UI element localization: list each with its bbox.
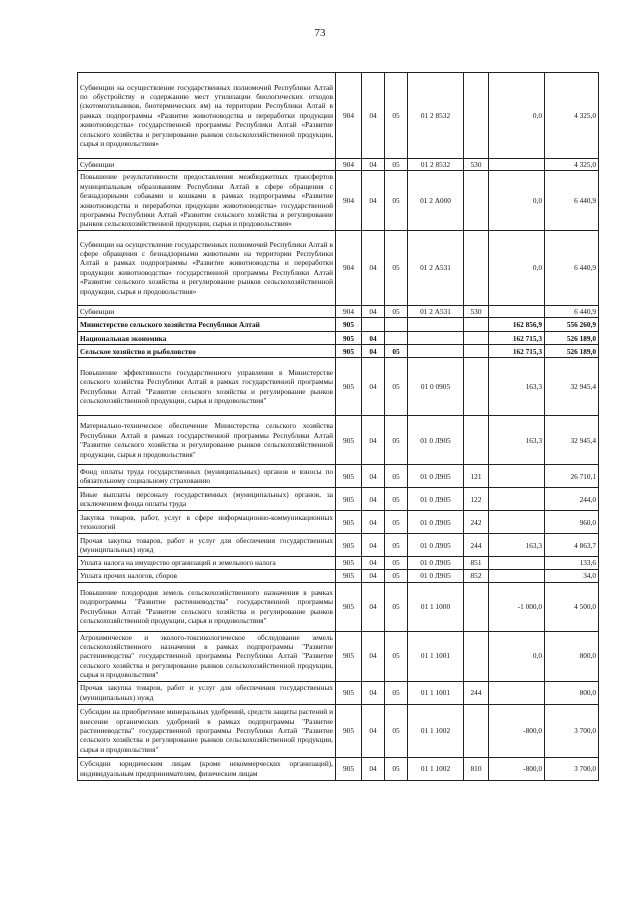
budget-table bbox=[77, 72, 599, 781]
target-article-cell: 01 1 1002 bbox=[408, 757, 464, 780]
subsection-code-cell: 05 bbox=[385, 73, 408, 159]
expense-type-cell bbox=[464, 345, 489, 358]
subsection-code-cell: 05 bbox=[385, 631, 408, 681]
row-name-cell: Фонд оплаты труда государственных (муниципальных) органов и взносы по обязательному социальному страхованию bbox=[78, 465, 336, 488]
grbs-code-cell: 905 bbox=[336, 569, 362, 582]
row-name-cell: Повышение результативности предоставления межбюджетных трансфертов муниципальным образованиям Республики Алтай в сфере обращения с безнадзорными собаками и кошками в рамках подпрограммы «Развитие животноводства и переработки продукции животноводства» государственной программы Республики Алтай «Развитие сельского хозяйства и регулирование рынков сельскохозяйственной продукции, сырья и продовольствия» bbox=[78, 171, 336, 230]
target-article-cell: 01 1 1001 bbox=[408, 681, 464, 704]
subsection-code-cell bbox=[385, 318, 408, 332]
total-amount-cell: 34,0 bbox=[545, 569, 599, 582]
subsection-code-cell: 05 bbox=[385, 230, 408, 305]
target-article-cell: 01 2 8532 bbox=[408, 159, 464, 171]
change-amount-cell bbox=[489, 557, 545, 569]
total-amount-cell: 526 189,0 bbox=[545, 332, 599, 345]
total-amount-cell: 6 440,9 bbox=[545, 230, 599, 305]
grbs-code-cell: 905 bbox=[336, 358, 362, 416]
target-article-cell: 01 1 1002 bbox=[408, 704, 464, 757]
change-amount-cell bbox=[489, 511, 545, 534]
expense-type-cell bbox=[464, 582, 489, 631]
total-amount-cell: 800,0 bbox=[545, 681, 599, 704]
change-amount-cell: -800,0 bbox=[489, 704, 545, 757]
subsection-code-cell: 05 bbox=[385, 488, 408, 511]
grbs-code-cell: 904 bbox=[336, 73, 362, 159]
section-code-cell: 04 bbox=[362, 511, 385, 534]
total-amount-cell: 32 945,4 bbox=[545, 416, 599, 465]
total-amount-cell: 4 500,0 bbox=[545, 582, 599, 631]
total-amount-cell: 32 945,4 bbox=[545, 358, 599, 416]
row-name-cell: Министерство сельского хозяйства Республики Алтай bbox=[78, 318, 336, 332]
section-code-cell: 04 bbox=[362, 681, 385, 704]
section-code-cell: 04 bbox=[362, 631, 385, 681]
subsection-code-cell: 05 bbox=[385, 757, 408, 780]
subsection-code-cell: 05 bbox=[385, 681, 408, 704]
target-article-cell: 01 0 Л905 bbox=[408, 488, 464, 511]
subsection-code-cell: 05 bbox=[385, 171, 408, 230]
budget-table-body bbox=[78, 73, 599, 781]
row-name-cell: Материально-техническое обеспечение Министерства сельского хозяйства Республики Алтай в рамках государственной программы Республики Алтай "Развитие сельского хозяйства и регулирование рынков сельскохозяйственной продукции, сырья и продовольствия" bbox=[78, 416, 336, 465]
table-row bbox=[78, 534, 599, 557]
section-code-cell: 04 bbox=[362, 416, 385, 465]
section-code-cell: 04 bbox=[362, 704, 385, 757]
total-amount-cell: 526 189,0 bbox=[545, 345, 599, 358]
row-name-cell: Сельское хозяйство и рыболовство bbox=[78, 345, 336, 358]
total-amount-cell: 133,6 bbox=[545, 557, 599, 569]
target-article-cell: 01 0 Л905 bbox=[408, 557, 464, 569]
row-name-cell: Закупка товаров, работ, услуг в сфере информационно-коммуникационных технологий bbox=[78, 511, 336, 534]
target-article-cell: 01 0 0905 bbox=[408, 358, 464, 416]
grbs-code-cell: 905 bbox=[336, 704, 362, 757]
table-row bbox=[78, 582, 599, 631]
total-amount-cell: 4 325,0 bbox=[545, 73, 599, 159]
table-row bbox=[78, 465, 599, 488]
section-code-cell: 04 bbox=[362, 305, 385, 317]
change-amount-cell bbox=[489, 681, 545, 704]
grbs-code-cell: 905 bbox=[336, 511, 362, 534]
expense-type-cell: 530 bbox=[464, 159, 489, 171]
row-name-cell: Повышение эффективности государственного управления в Министерстве сельского хозяйства Республики Алтай в рамках государственной программы Республики Алтай "Развитие сельского хозяйства и регулирование рынков сельскохозяйственной продукции, сырья и продовольствия" bbox=[78, 358, 336, 416]
table-row bbox=[78, 757, 599, 780]
grbs-code-cell: 905 bbox=[336, 631, 362, 681]
total-amount-cell: 6 440,9 bbox=[545, 305, 599, 317]
row-name-cell: Субвенции bbox=[78, 305, 336, 317]
grbs-code-cell: 905 bbox=[336, 582, 362, 631]
expense-type-cell bbox=[464, 358, 489, 416]
section-code-cell: 04 bbox=[362, 465, 385, 488]
expense-type-cell: 242 bbox=[464, 511, 489, 534]
grbs-code-cell: 904 bbox=[336, 230, 362, 305]
expense-type-cell bbox=[464, 416, 489, 465]
change-amount-cell: 162 715,3 bbox=[489, 345, 545, 358]
change-amount-cell: -1 000,0 bbox=[489, 582, 545, 631]
grbs-code-cell: 905 bbox=[336, 318, 362, 332]
target-article-cell: 01 2 А531 bbox=[408, 305, 464, 317]
change-amount-cell bbox=[489, 569, 545, 582]
expense-type-cell bbox=[464, 332, 489, 345]
row-name-cell: Субсидии на приобретение минеральных удобрений, средств защиты растений и внесение органических удобрений в рамках подпрограммы "Развитие растениеводства" государственной программы Республики Алтай "Развитие сельского хозяйства и регулирование рынков сельскохозяйственной продукции, сырья и продовольствия" bbox=[78, 704, 336, 757]
grbs-code-cell: 905 bbox=[336, 488, 362, 511]
expense-type-cell bbox=[464, 230, 489, 305]
total-amount-cell: 556 260,9 bbox=[545, 318, 599, 332]
table-row bbox=[78, 416, 599, 465]
subsection-code-cell: 05 bbox=[385, 511, 408, 534]
change-amount-cell: 163,3 bbox=[489, 416, 545, 465]
grbs-code-cell: 905 bbox=[336, 534, 362, 557]
grbs-code-cell: 905 bbox=[336, 681, 362, 704]
total-amount-cell: 4 863,7 bbox=[545, 534, 599, 557]
subsection-code-cell: 05 bbox=[385, 704, 408, 757]
total-amount-cell: 6 440,9 bbox=[545, 171, 599, 230]
subsection-code-cell: 05 bbox=[385, 358, 408, 416]
table-row bbox=[78, 557, 599, 569]
section-code-cell: 04 bbox=[362, 358, 385, 416]
expense-type-cell: 852 bbox=[464, 569, 489, 582]
section-code-cell: 04 bbox=[362, 488, 385, 511]
table-row bbox=[78, 358, 599, 416]
change-amount-cell: -800,0 bbox=[489, 757, 545, 780]
expense-type-cell bbox=[464, 318, 489, 332]
section-code-cell: 04 bbox=[362, 569, 385, 582]
table-row bbox=[78, 631, 599, 681]
subsection-code-cell: 05 bbox=[385, 582, 408, 631]
change-amount-cell: 162 856,9 bbox=[489, 318, 545, 332]
section-code-cell: 04 bbox=[362, 230, 385, 305]
change-amount-cell bbox=[489, 465, 545, 488]
grbs-code-cell: 905 bbox=[336, 345, 362, 358]
total-amount-cell: 244,0 bbox=[545, 488, 599, 511]
total-amount-cell: 26 710,1 bbox=[545, 465, 599, 488]
total-amount-cell: 4 325,0 bbox=[545, 159, 599, 171]
expense-type-cell: 530 bbox=[464, 305, 489, 317]
expense-type-cell: 121 bbox=[464, 465, 489, 488]
change-amount-cell bbox=[489, 159, 545, 171]
expense-type-cell bbox=[464, 73, 489, 159]
change-amount-cell: 0,0 bbox=[489, 631, 545, 681]
row-name-cell: Повышение плодородия земель сельскохозяйственного назначения в рамках подпрограммы "Развитие растениеводства" государственной программы Республики Алтай "Развитие сельского хозяйства и регулирование рынков сельскохозяйственной продукции, сырья и продовольствия" bbox=[78, 582, 336, 631]
change-amount-cell bbox=[489, 305, 545, 317]
row-name-cell: Иные выплаты персоналу государственных (муниципальных) органов, за исключением фонда оплаты труда bbox=[78, 488, 336, 511]
row-name-cell: Субвенции на осуществление государственных полномочий Республики Алтай по обустройству и содержанию мест утилизации биологических отходов (скотомогильников, биотермических ям) на территории Республики Алтай в рамках подпрограммы «Развитие животноводства и переработки продукции животноводства» государственной программы Республики Алтай «Развитие сельского хозяйства и регулирование рынков сельскохозяйственной продукции, сырья и продовольствия» bbox=[78, 73, 336, 159]
target-article-cell: 01 2 А531 bbox=[408, 230, 464, 305]
grbs-code-cell: 904 bbox=[336, 159, 362, 171]
change-amount-cell: 163,3 bbox=[489, 534, 545, 557]
table-row bbox=[78, 704, 599, 757]
target-article-cell: 01 0 Л905 bbox=[408, 569, 464, 582]
section-code-cell bbox=[362, 318, 385, 332]
table-row bbox=[78, 488, 599, 511]
expense-type-cell: 122 bbox=[464, 488, 489, 511]
expense-type-cell bbox=[464, 704, 489, 757]
grbs-code-cell: 904 bbox=[336, 305, 362, 317]
expense-type-cell: 810 bbox=[464, 757, 489, 780]
expense-type-cell: 851 bbox=[464, 557, 489, 569]
expense-type-cell: 244 bbox=[464, 534, 489, 557]
table-row bbox=[78, 171, 599, 230]
grbs-code-cell: 905 bbox=[336, 332, 362, 345]
target-article-cell: 01 2 А000 bbox=[408, 171, 464, 230]
section-code-cell: 04 bbox=[362, 757, 385, 780]
row-name-cell: Национальная экономика bbox=[78, 332, 336, 345]
section-code-cell: 04 bbox=[362, 345, 385, 358]
row-name-cell: Уплата налога на имущество организаций и земельного налога bbox=[78, 557, 336, 569]
target-article-cell: 01 0 Л905 bbox=[408, 511, 464, 534]
section-code-cell: 04 bbox=[362, 159, 385, 171]
total-amount-cell: 3 700,0 bbox=[545, 704, 599, 757]
row-name-cell: Субвенции на осуществление государственных полномочий Республики Алтай в сфере обращения с безнадзорными животными на территории Республики Алтай в рамках подпрограммы «Развитие животноводства и переработки продукции животноводства» государственной программы Республики Алтай «Развитие сельского хозяйства и регулирование рынков сельскохозяйственной продукции, сырья и продовольствия» bbox=[78, 230, 336, 305]
target-article-cell: 01 0 Л905 bbox=[408, 465, 464, 488]
row-name-cell: Уплата прочих налогов, сборов bbox=[78, 569, 336, 582]
subsection-code-cell: 05 bbox=[385, 416, 408, 465]
change-amount-cell: 162 715,3 bbox=[489, 332, 545, 345]
target-article-cell bbox=[408, 345, 464, 358]
target-article-cell: 01 2 8532 bbox=[408, 73, 464, 159]
table-row bbox=[78, 159, 599, 171]
section-code-cell: 04 bbox=[362, 534, 385, 557]
section-code-cell: 04 bbox=[362, 332, 385, 345]
expense-type-cell bbox=[464, 631, 489, 681]
section-code-cell: 04 bbox=[362, 171, 385, 230]
subsection-code-cell: 05 bbox=[385, 557, 408, 569]
target-article-cell: 01 1 1000 bbox=[408, 582, 464, 631]
row-name-cell: Прочая закупка товаров, работ и услуг для обеспечения государственных (муниципальных) нужд bbox=[78, 681, 336, 704]
subsection-code-cell: 05 bbox=[385, 569, 408, 582]
table-row bbox=[78, 569, 599, 582]
subsection-code-cell: 05 bbox=[385, 345, 408, 358]
section-code-cell: 04 bbox=[362, 557, 385, 569]
table-row bbox=[78, 318, 599, 332]
subsection-code-cell: 05 bbox=[385, 159, 408, 171]
grbs-code-cell: 905 bbox=[336, 757, 362, 780]
change-amount-cell: 0,0 bbox=[489, 73, 545, 159]
total-amount-cell: 3 700,0 bbox=[545, 757, 599, 780]
target-article-cell: 01 0 Л905 bbox=[408, 534, 464, 557]
change-amount-cell: 163,3 bbox=[489, 358, 545, 416]
section-code-cell: 04 bbox=[362, 73, 385, 159]
table-row bbox=[78, 305, 599, 317]
table-row bbox=[78, 230, 599, 305]
target-article-cell: 01 1 1001 bbox=[408, 631, 464, 681]
expense-type-cell: 244 bbox=[464, 681, 489, 704]
change-amount-cell: 0,0 bbox=[489, 230, 545, 305]
table-row bbox=[78, 332, 599, 345]
subsection-code-cell: 05 bbox=[385, 534, 408, 557]
table-row bbox=[78, 73, 599, 159]
change-amount-cell bbox=[489, 488, 545, 511]
table-row bbox=[78, 681, 599, 704]
table-row bbox=[78, 345, 599, 358]
target-article-cell bbox=[408, 332, 464, 345]
table-row bbox=[78, 511, 599, 534]
grbs-code-cell: 905 bbox=[336, 557, 362, 569]
page-number: 73 bbox=[314, 27, 326, 39]
subsection-code-cell: 05 bbox=[385, 465, 408, 488]
total-amount-cell: 960,0 bbox=[545, 511, 599, 534]
target-article-cell: 01 0 Л905 bbox=[408, 416, 464, 465]
expense-type-cell bbox=[464, 171, 489, 230]
grbs-code-cell: 905 bbox=[336, 416, 362, 465]
total-amount-cell: 800,0 bbox=[545, 631, 599, 681]
grbs-code-cell: 905 bbox=[336, 465, 362, 488]
row-name-cell: Субсидии юридическим лицам (кроме некоммерческих организаций), индивидуальным предпринимателям, физическим лицам bbox=[78, 757, 336, 780]
grbs-code-cell: 904 bbox=[336, 171, 362, 230]
subsection-code-cell: 05 bbox=[385, 305, 408, 317]
row-name-cell: Агрохимическое и эколого-токсикологическое обследование земель сельскохозяйственного назначения в рамках подпрограммы "Развитие растениеводства" государственной программы Республики Алтай "Развитие сельского хозяйства и регулирование рынков сельскохозяйственной продукции, сырья и продовольствия" bbox=[78, 631, 336, 681]
section-code-cell: 04 bbox=[362, 582, 385, 631]
row-name-cell: Прочая закупка товаров, работ и услуг для обеспечения государственных (муниципальных) нужд bbox=[78, 534, 336, 557]
target-article-cell bbox=[408, 318, 464, 332]
row-name-cell: Субвенции bbox=[78, 159, 336, 171]
subsection-code-cell bbox=[385, 332, 408, 345]
change-amount-cell: 0,0 bbox=[489, 171, 545, 230]
